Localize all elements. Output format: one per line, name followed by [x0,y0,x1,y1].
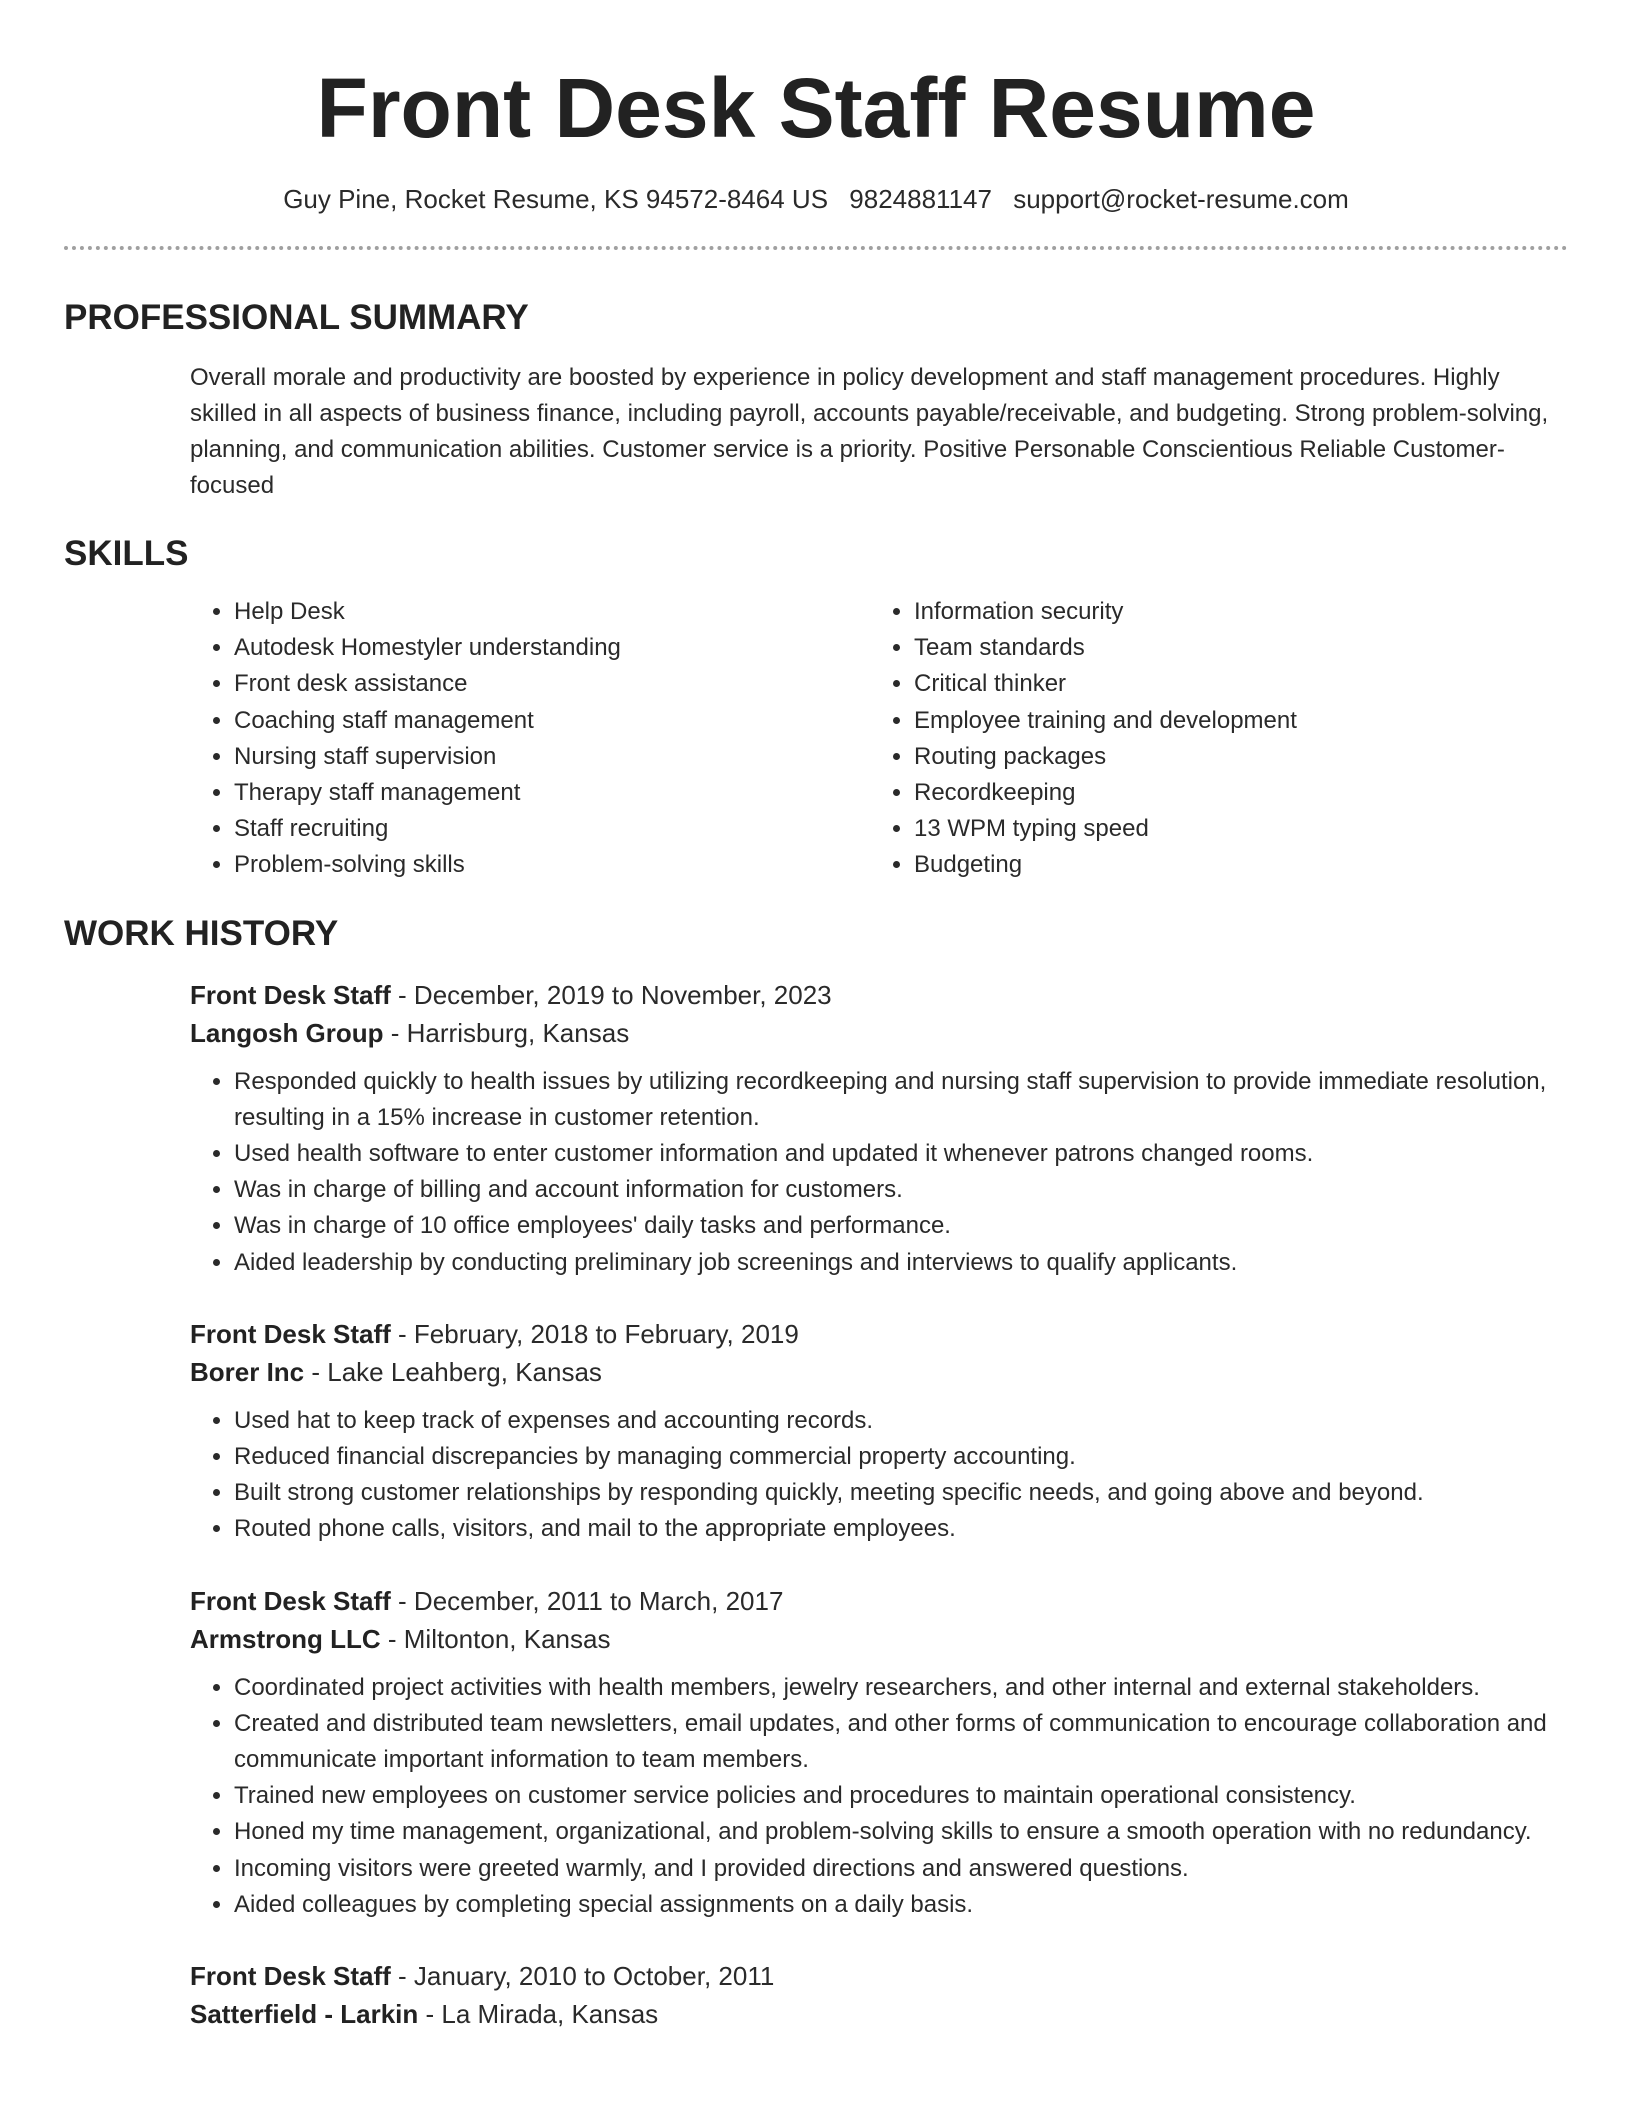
job-title-line [190,1957,1568,1995]
contact-address: Guy Pine, Rocket Resume, KS 94572-8464 US [283,184,829,214]
summary-text: Overall morale and productivity are boosted by experience in policy development and staff management procedures. Highly skilled in all aspects of business finance, including payroll, accounts payable/receivable, and budgeting. Strong problem-solving, planning, and communication abilities. Customer service is a priority. Positive Personable Conscientious Reliable Customer-focused [190,364,1549,499]
skill-item: • Problem-solving skills [234,847,870,883]
job-entry [190,1582,1568,1923]
job-bullet: • Aided colleagues by completing special assignments on a daily basis. [234,1887,1568,1923]
job-bullet: • Used hat to keep track of expenses and accounting records. [234,1403,1568,1439]
job-company: Satterfield - Larkin [190,1999,419,2030]
job-entry [190,1315,1568,1548]
job-dates: - December, 2019 to November, 2023 [390,979,832,1010]
skill-item: • Front desk assistance [234,666,870,702]
job-bullet: • Used health software to enter customer information and updated it whenever patrons changed rooms. [234,1136,1568,1172]
job-company: Borer Inc [190,1356,305,1387]
job-company-line [190,1995,1568,2033]
job-bullet: • Routed phone calls, visitors, and mail to the appropriate employees. [234,1511,1568,1547]
job-entry [190,1957,1568,2033]
job-dates: - January, 2010 to October, 2011 [390,1961,775,1992]
skill-item: • Information security [914,594,1297,630]
job-title-line [190,1315,1568,1353]
skills-column-left [190,594,870,884]
skill-item: • Therapy staff management [234,775,870,811]
job-bullet: • Coordinated project activities with health members, jewelry researchers, and other internal and external stakeholders. [234,1670,1568,1706]
job-title-line [190,1582,1568,1620]
contact-email: support@rocket-resume.com [1013,184,1349,214]
job-dates: - February, 2018 to February, 2019 [390,1318,799,1349]
summary-heading: PROFESSIONAL SUMMARY [64,298,529,337]
job-title: Front Desk Staff [190,1318,391,1349]
job-company-line [190,1353,1568,1391]
job-title: Front Desk Staff [190,1585,391,1616]
job-bullet: • Was in charge of 10 office employees' daily tasks and performance. [234,1208,1568,1244]
skill-item: • Employee training and development [914,703,1297,739]
job-bullet: • Reduced financial discrepancies by managing commercial property accounting. [234,1439,1568,1475]
job-company-line [190,1014,1568,1052]
job-title-line [190,976,1568,1014]
job-bullets [190,1670,1568,1923]
job-entry [190,976,1568,1281]
skills-column-right [870,594,1297,884]
skill-item: • Staff recruiting [234,811,870,847]
job-bullet: • Created and distributed team newsletters, email updates, and other forms of communication to encourage collaboration and communicate important information to team members. [234,1706,1568,1778]
skill-item: • Budgeting [914,847,1297,883]
job-title: Front Desk Staff [190,1961,391,1992]
skill-item: • Recordkeeping [914,775,1297,811]
job-bullets [190,1403,1568,1548]
job-dates: - December, 2011 to March, 2017 [390,1585,784,1616]
skill-item: • Team standards [914,630,1297,666]
skill-item: • 13 WPM typing speed [914,811,1297,847]
skills-list [190,594,1568,884]
job-company: Langosh Group [190,1017,384,1048]
job-location: - La Mirada, Kansas [418,1999,659,2030]
job-company-line [190,1620,1568,1658]
job-bullet: • Trained new employees on customer service policies and procedures to maintain operational consistency. [234,1778,1568,1814]
contact-phone: 9824881147 [849,184,992,214]
job-bullet: • Honed my time management, organizational, and problem-solving skills to ensure a smooth operation with no redundancy. [234,1814,1568,1850]
job-bullets [190,1064,1568,1281]
job-bullet: • Built strong customer relationships by responding quickly, meeting specific needs, and going above and beyond. [234,1475,1568,1511]
skill-item: • Autodesk Homestyler understanding [234,630,870,666]
job-title: Front Desk Staff [190,979,391,1010]
resume-title: Front Desk Staff Resume [316,61,1316,155]
contact-line [64,182,1568,216]
job-bullet: • Aided leadership by conducting preliminary job screenings and interviews to qualify applicants. [234,1245,1568,1281]
skill-item: • Help Desk [234,594,870,630]
job-location: - Harrisburg, Kansas [383,1017,630,1048]
skills-heading: SKILLS [64,534,189,573]
skill-item: • Coaching staff management [234,703,870,739]
work-history-heading: WORK HISTORY [64,913,339,953]
skill-item: • Critical thinker [914,666,1297,702]
skill-item: • Nursing staff supervision [234,739,870,775]
job-bullet: • Incoming visitors were greeted warmly, and I provided directions and answered questions. [234,1851,1568,1887]
job-location: - Miltonton, Kansas [380,1623,611,1654]
header-divider [64,246,1568,250]
job-company: Armstrong LLC [190,1623,381,1654]
skill-item: • Routing packages [914,739,1297,775]
job-location: - Lake Leahberg, Kansas [304,1356,602,1387]
job-bullet: • Responded quickly to health issues by utilizing recordkeeping and nursing staff supervision to provide immediate resolution, resulting in a 15% increase in customer retention. [234,1064,1568,1136]
job-bullet: • Was in charge of billing and account information for customers. [234,1172,1568,1208]
